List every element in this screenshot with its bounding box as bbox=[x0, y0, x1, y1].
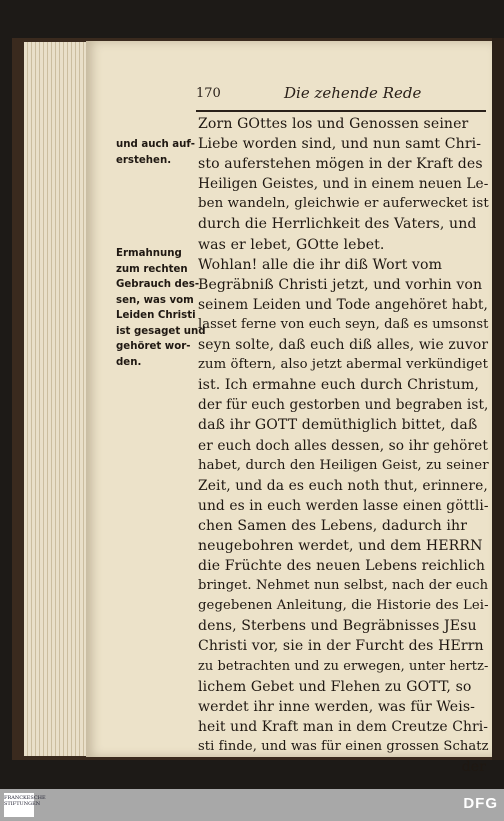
text-line: er euch doch alles dessen, so ihr gehöret bbox=[198, 437, 489, 454]
text-line: zu betrachten und zu erwegen, unter hertz- bbox=[198, 658, 489, 674]
text-line: Begräbniß Christi jetzt, und vorhin von bbox=[198, 276, 483, 293]
text-line: ist. Ich ermahne euch durch Christum, bbox=[198, 377, 479, 394]
side-note-line: und auch auf- bbox=[116, 139, 195, 150]
page-edges bbox=[24, 42, 94, 756]
text-line: bringet. Nehmet nun selbst, nach der euch bbox=[198, 578, 489, 594]
text-line: lichem Gebet und Flehen zu GOTT, so bbox=[198, 678, 472, 695]
running-head: Die zehende Rede bbox=[284, 84, 422, 102]
text-line: was er lebet, GOtte lebet. bbox=[198, 236, 385, 253]
text-line: heit und Kraft man in dem Creutze Chri- bbox=[198, 718, 489, 735]
text-line: Heiligen Geistes, und in einem neuen Le- bbox=[198, 176, 489, 193]
text-line: sto auferstehen mögen in der Kraft des bbox=[198, 156, 483, 173]
side-note-line: sen, was vom bbox=[116, 294, 194, 306]
side-note-line: Gebrauch des- bbox=[116, 279, 200, 290]
book-spine bbox=[492, 38, 504, 760]
side-note-line: Ermahnung bbox=[116, 248, 182, 259]
side-note-line: den. bbox=[116, 356, 142, 368]
text-line: zum öftern, also jetzt abermal verkündiget bbox=[198, 357, 488, 373]
text-line: lasset ferne von euch seyn, daß es umsonst bbox=[198, 316, 489, 332]
text-line: Christi vor, sie in der Furcht des HErrn bbox=[198, 638, 484, 655]
text-line: gegebenen Anleitung, die Historie des Lei- bbox=[198, 598, 489, 614]
text-line: die Früchte des neuen Lebens reichlich bbox=[198, 558, 486, 575]
catchword: der bbox=[461, 759, 486, 775]
text-line: dens, Sterbens und Begräbnisses JEsu bbox=[198, 618, 477, 635]
text-line: neugebohren werdet, und dem HERRN bbox=[198, 537, 483, 554]
text-line: habet, durch den Heiligen Geist, zu seiner bbox=[198, 457, 489, 473]
text-line: daß ihr GOTT demüthiglich bittet, daß bbox=[198, 417, 478, 434]
dfg-logo: DFG bbox=[463, 795, 498, 812]
side-note-line: zum rechten bbox=[116, 263, 188, 275]
side-note-line: gehöret wor- bbox=[116, 341, 191, 352]
side-note-1 bbox=[116, 137, 196, 168]
text-line: Zorn GOttes los und Genossen seiner bbox=[198, 116, 469, 132]
text-line: chen Samen des Lebens, dadurch ihr bbox=[198, 517, 468, 534]
text-line: werdet ihr inne werden, was für Weis- bbox=[198, 698, 476, 715]
text-line: und es in euch werden lasse einen göttli- bbox=[198, 497, 489, 514]
page-header bbox=[196, 86, 488, 108]
page-body-text bbox=[198, 114, 490, 777]
text-line: Wohlan! alle die ihr diß Wort vom bbox=[198, 256, 443, 273]
side-note-2 bbox=[116, 246, 206, 370]
text-line: sti finde, und was für einen grossen Schatz bbox=[198, 738, 489, 754]
side-note-line: erstehen. bbox=[116, 154, 172, 166]
text-line: durch die Herrlichkeit des Vaters, und bbox=[198, 216, 477, 233]
text-line: Zeit, und da es euch noth thut, erinnere, bbox=[198, 477, 488, 494]
side-note-line: Leiden Christi bbox=[116, 310, 196, 321]
text-line: seinem Leiden und Tode angehöret habt, bbox=[198, 296, 489, 313]
text-line: seyn solte, daß euch diß alles, wie zuvor bbox=[198, 337, 489, 354]
page-number: 170 bbox=[196, 86, 221, 101]
viewer-footer bbox=[0, 789, 504, 821]
text-line: der für euch gestorben und begraben ist, bbox=[198, 397, 489, 414]
text-line: ben wandeln, gleichwie er auferwecket ist bbox=[198, 196, 489, 212]
header-rule bbox=[196, 110, 486, 112]
side-note-line: ist gesaget und bbox=[116, 325, 206, 337]
text-line: Liebe worden sind, und nun samt Chri- bbox=[198, 136, 482, 153]
institution-logo: FRANCKESCHE STIFTUNGEN bbox=[4, 793, 34, 817]
